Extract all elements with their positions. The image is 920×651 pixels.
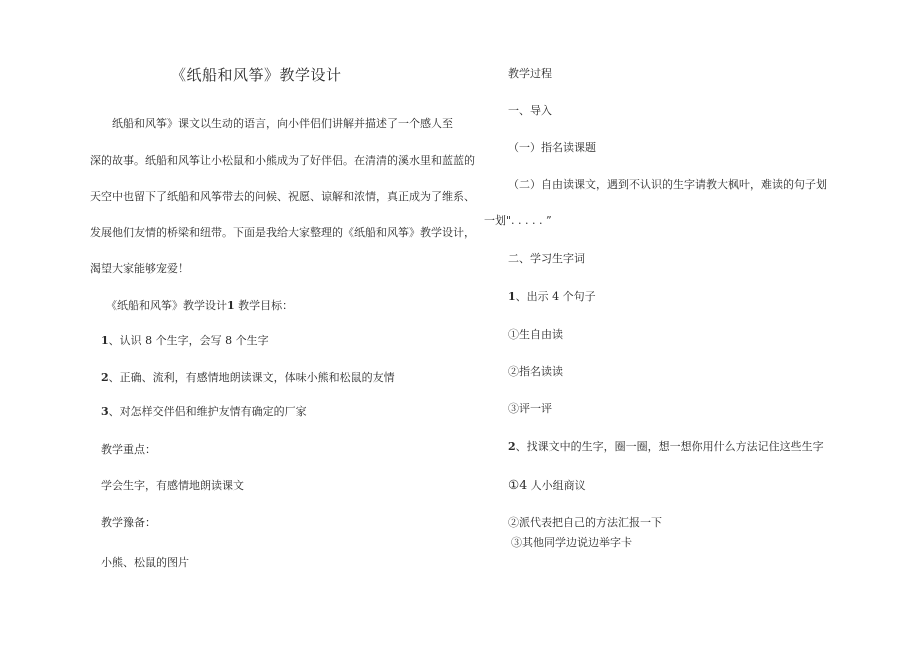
preparation-heading: 教学豫备： — [101, 516, 156, 529]
intro-line-1: 纸船和风筝》课文以生动的语言，向小伴侣们讲解并描述了一个感人至 — [112, 117, 453, 130]
objectives-heading-label: 教学目标： — [234, 299, 294, 312]
intro-step-1: （一）指名读课题 — [508, 141, 596, 154]
key-points-heading: 教学重点： — [101, 443, 156, 456]
objectives-heading-title: 《纸船和风筝》教学设计 — [106, 299, 227, 312]
objective-number: 1 — [101, 334, 109, 347]
objective-text: 、正确、流利，有感情地朗读课文，体味小熊和松鼠的友情 — [108, 371, 395, 384]
vocab-item-1 — [508, 290, 596, 304]
vocab-item-text: 、找课文中的生字，圈一圈，想一想你用什么方法记住这些生字 — [515, 440, 824, 453]
vocab-step-mark: ①4 — [508, 477, 528, 492]
objective-item — [101, 334, 269, 348]
intro-step-2-continued: 一划". . . . . ” — [484, 214, 552, 227]
objective-number: 2 — [101, 371, 109, 384]
intro-line-2: 深的故事。纸船和风筝让小松鼠和小熊成为了好伴侣。在清清的溪水里和蓝蓝的 — [90, 154, 475, 167]
key-points-text: 学会生字，有感情地朗读课文 — [101, 479, 244, 492]
section-vocab-heading: 二、学习生字词 — [508, 252, 585, 265]
intro-line-3: 天空中也留下了纸船和风筝带去的问候、祝愿、谅解和浓情，真正成为了维系、 — [90, 190, 475, 203]
objective-number: 3 — [101, 405, 109, 418]
vocab-step-text: 人小组商议 — [527, 479, 586, 492]
objectives-heading — [106, 299, 293, 313]
vocab-step: ②派代表把自己的方法汇报一下 — [508, 516, 662, 529]
section-intro-heading: 一、导入 — [508, 104, 552, 117]
vocab-step — [508, 478, 586, 493]
vocab-item-text: 、出示 4 个句子 — [515, 290, 596, 303]
vocab-step: ②指名读读 — [508, 365, 563, 378]
vocab-item-number: 1 — [508, 290, 516, 303]
objective-text: 、认识 8 个生字，会写 8 个生字 — [108, 334, 269, 347]
vocab-item-number: 2 — [508, 440, 516, 453]
intro-line-5: 渴望大家能够宠爱！ — [90, 262, 189, 275]
vocab-step: ①生自由读 — [508, 328, 563, 341]
objective-item — [101, 371, 395, 385]
intro-step-2: （二）自由读课文，遇到不认识的生字请教大枫叶，难读的句子划 — [508, 178, 827, 191]
process-heading: 教学过程 — [508, 67, 552, 80]
vocab-step: ③评一评 — [508, 402, 552, 415]
preparation-text: 小熊、松鼠的图片 — [101, 556, 189, 569]
vocab-item-2 — [508, 440, 824, 454]
objective-item — [101, 405, 307, 419]
objectives-heading-number: 1 — [227, 299, 235, 312]
document-title: 《纸船和风筝》教学设计 — [171, 66, 342, 84]
vocab-step: ③其他同学边说边举字卡 — [511, 536, 632, 549]
intro-line-4: 发展他们友情的桥梁和纽带。下面是我给大家整理的《纸船和风筝》教学设计， — [90, 226, 475, 239]
objective-text: 、对怎样交伴侣和维护友情有确定的厂家 — [108, 405, 307, 418]
